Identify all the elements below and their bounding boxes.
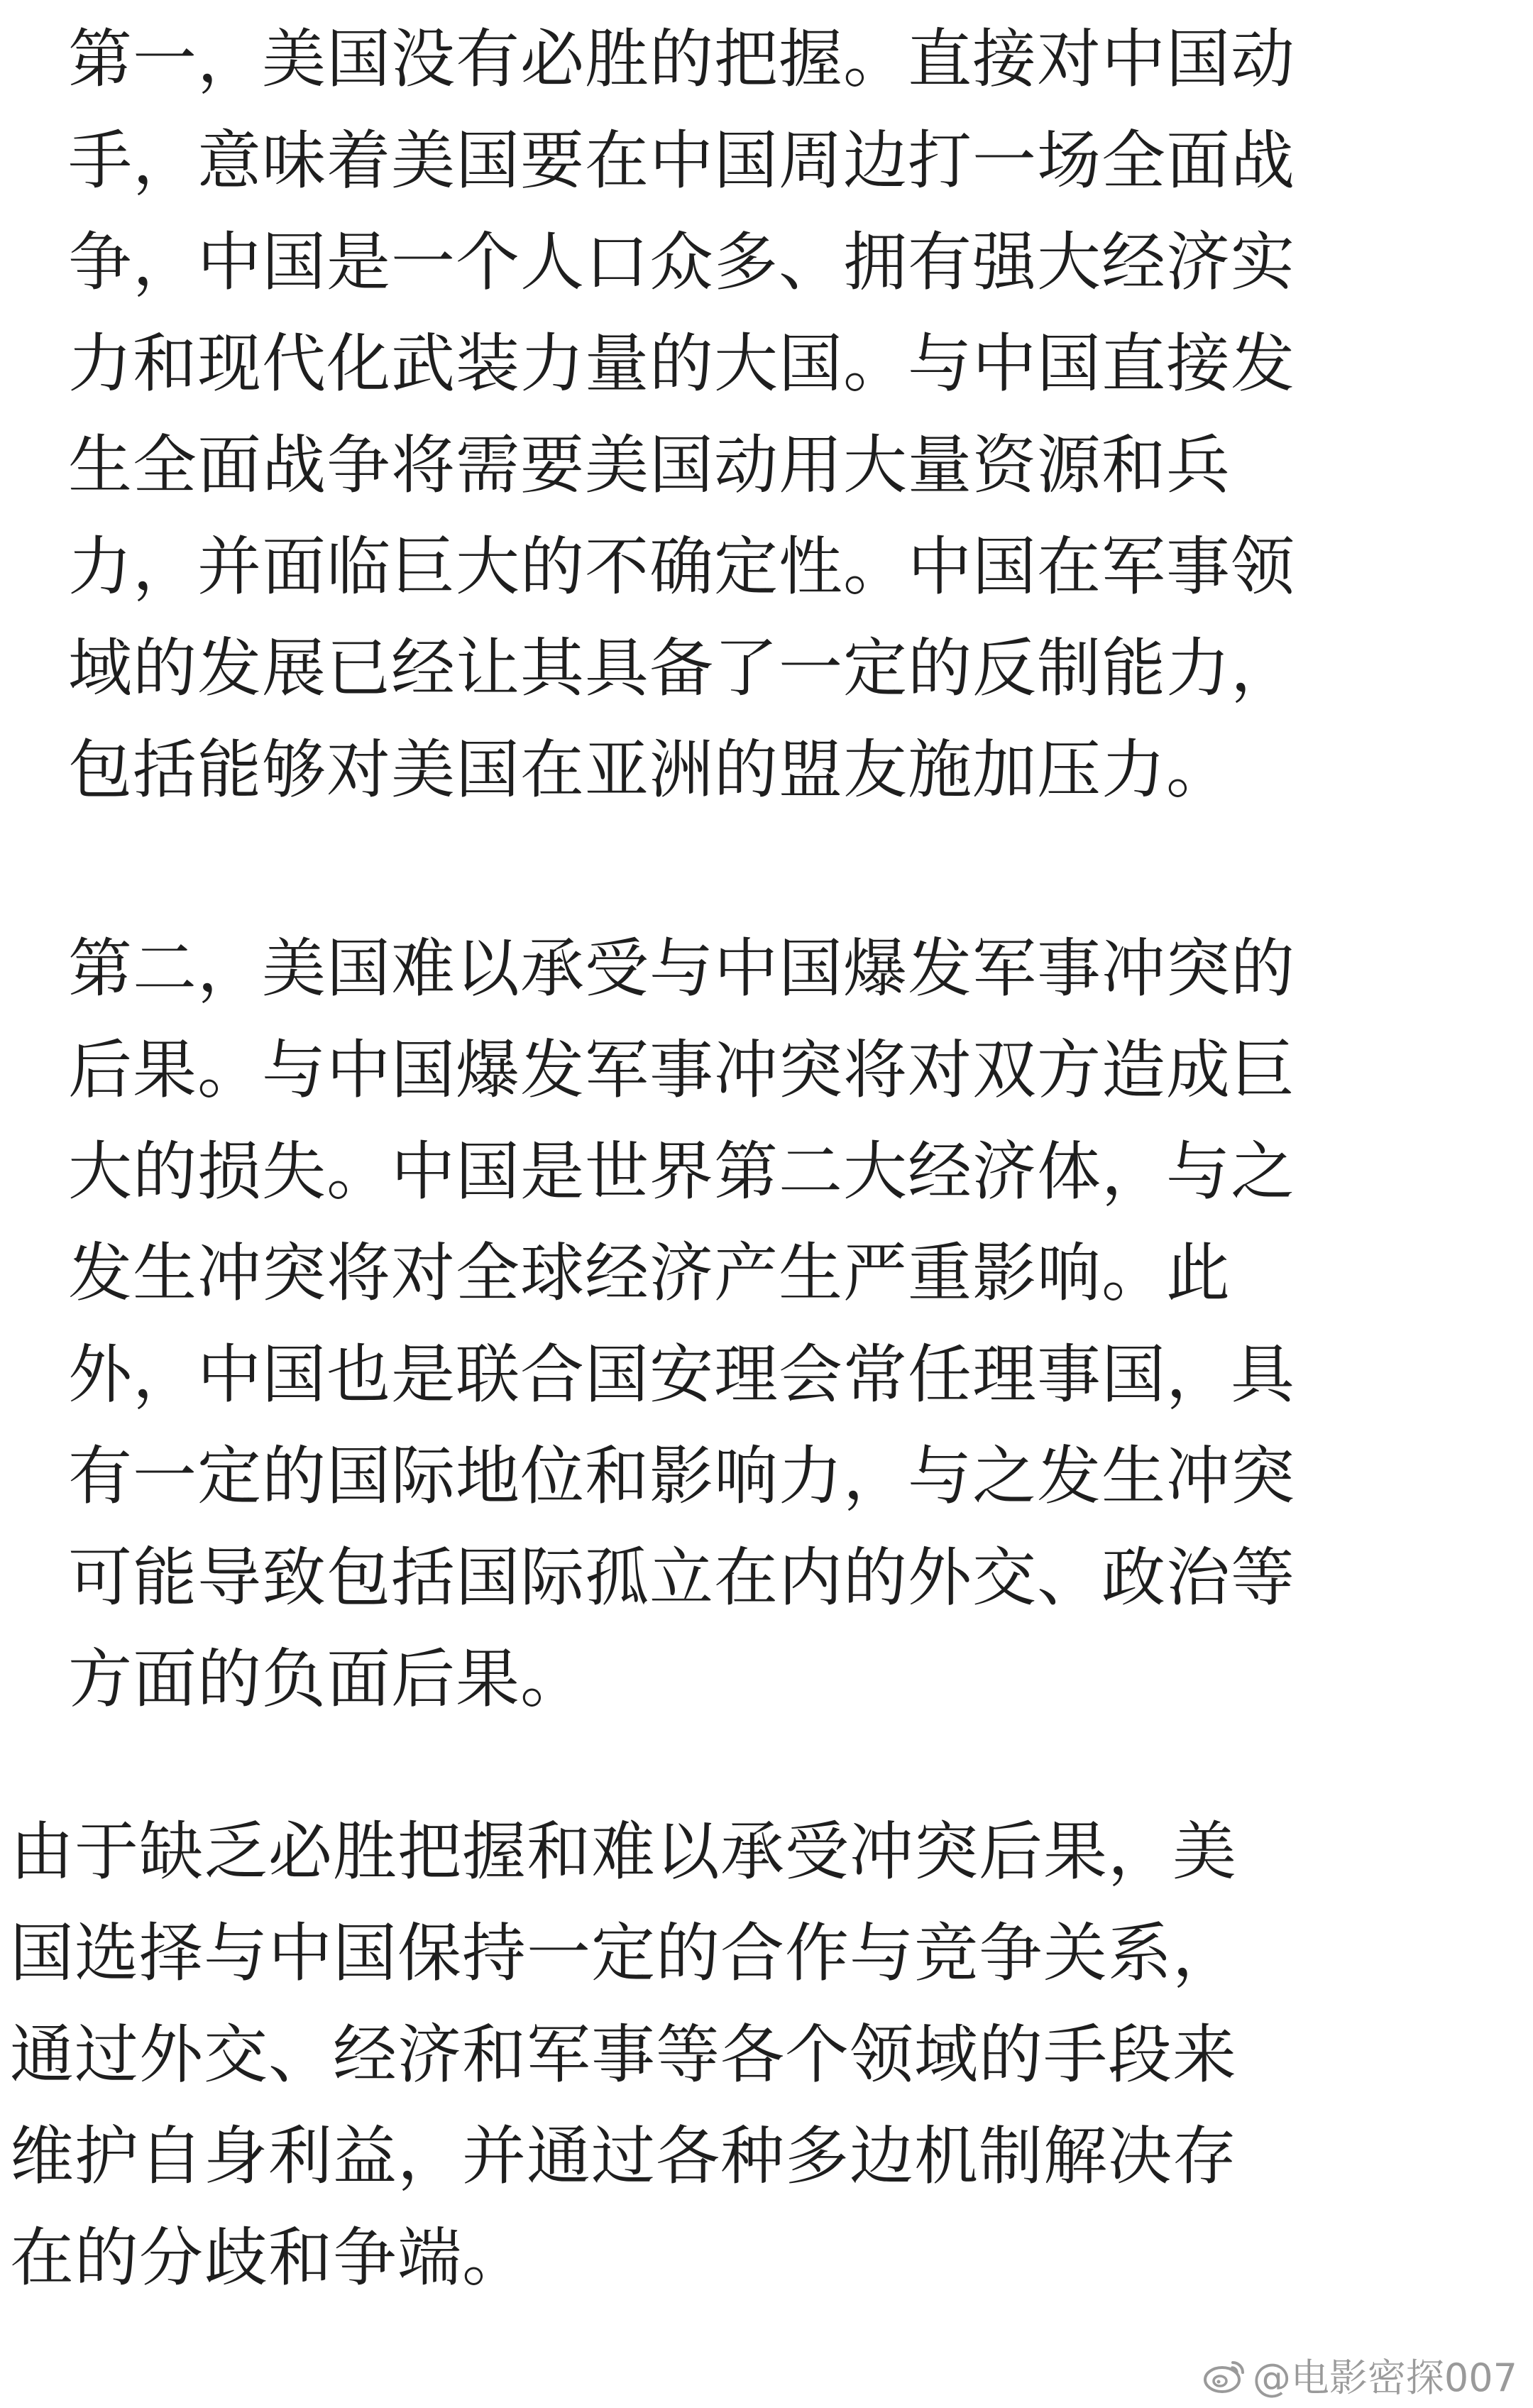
text-line: 域的发展已经让其具备了一定的反制能力， — [68, 631, 1295, 706]
text-line: 力，并面临巨大的不确定性。中国在军事领 — [68, 530, 1295, 604]
text-line: 有一定的国际地位和影响力，与之发生冲突 — [68, 1439, 1295, 1514]
watermark — [1203, 2348, 1517, 2402]
text-line: 力和现代化武装力量的大国。与中国直接发 — [68, 327, 1295, 401]
text-line: 外，中国也是联合国安理会常任理事国，具 — [68, 1337, 1295, 1412]
text-line: 国选择与中国保持一定的合作与竞争关系， — [10, 1916, 1237, 1991]
text-line: 后果。与中国爆发军事冲突将对双方造成巨 — [68, 1033, 1295, 1107]
watermark-text: @电影密探007 — [1252, 2355, 1517, 2400]
paragraph-2 — [68, 918, 1295, 1730]
paragraph-3 — [10, 1801, 1237, 2309]
text-line: 生全面战争将需要美国动用大量资源和兵 — [68, 428, 1231, 503]
weibo-logo-icon — [1203, 2357, 1247, 2394]
text-line: 在的分歧和争端。 — [10, 2221, 527, 2295]
text-line: 维护自身利益，并通过各种多边机制解决存 — [10, 2119, 1237, 2194]
text-line: 可能导致包括国际孤立在内的外交、政治等 — [68, 1540, 1295, 1615]
paragraph-1 — [68, 9, 1295, 821]
text-line: 大的损失。中国是世界第二大经济体，与之 — [68, 1134, 1295, 1209]
text-line: 手，意味着美国要在中国周边打一场全面战 — [68, 124, 1295, 198]
text-line: 发生冲突将对全球经济产生严重影响。此 — [68, 1236, 1231, 1310]
text-line: 第一，美国没有必胜的把握。直接对中国动 — [68, 22, 1295, 97]
text-line: 争，中国是一个人口众多、拥有强大经济实 — [68, 225, 1295, 300]
text-line: 第二，美国难以承受与中国爆发军事冲突的 — [68, 931, 1295, 1006]
text-line: 方面的负面后果。 — [68, 1642, 585, 1717]
text-line: 包括能够对美国在亚洲的盟友施加压力。 — [68, 733, 1231, 807]
text-line: 由于缺乏必胜把握和难以承受冲突后果，美 — [10, 1815, 1237, 1889]
text-line: 通过外交、经济和军事等各个领域的手段来 — [10, 2018, 1237, 2092]
